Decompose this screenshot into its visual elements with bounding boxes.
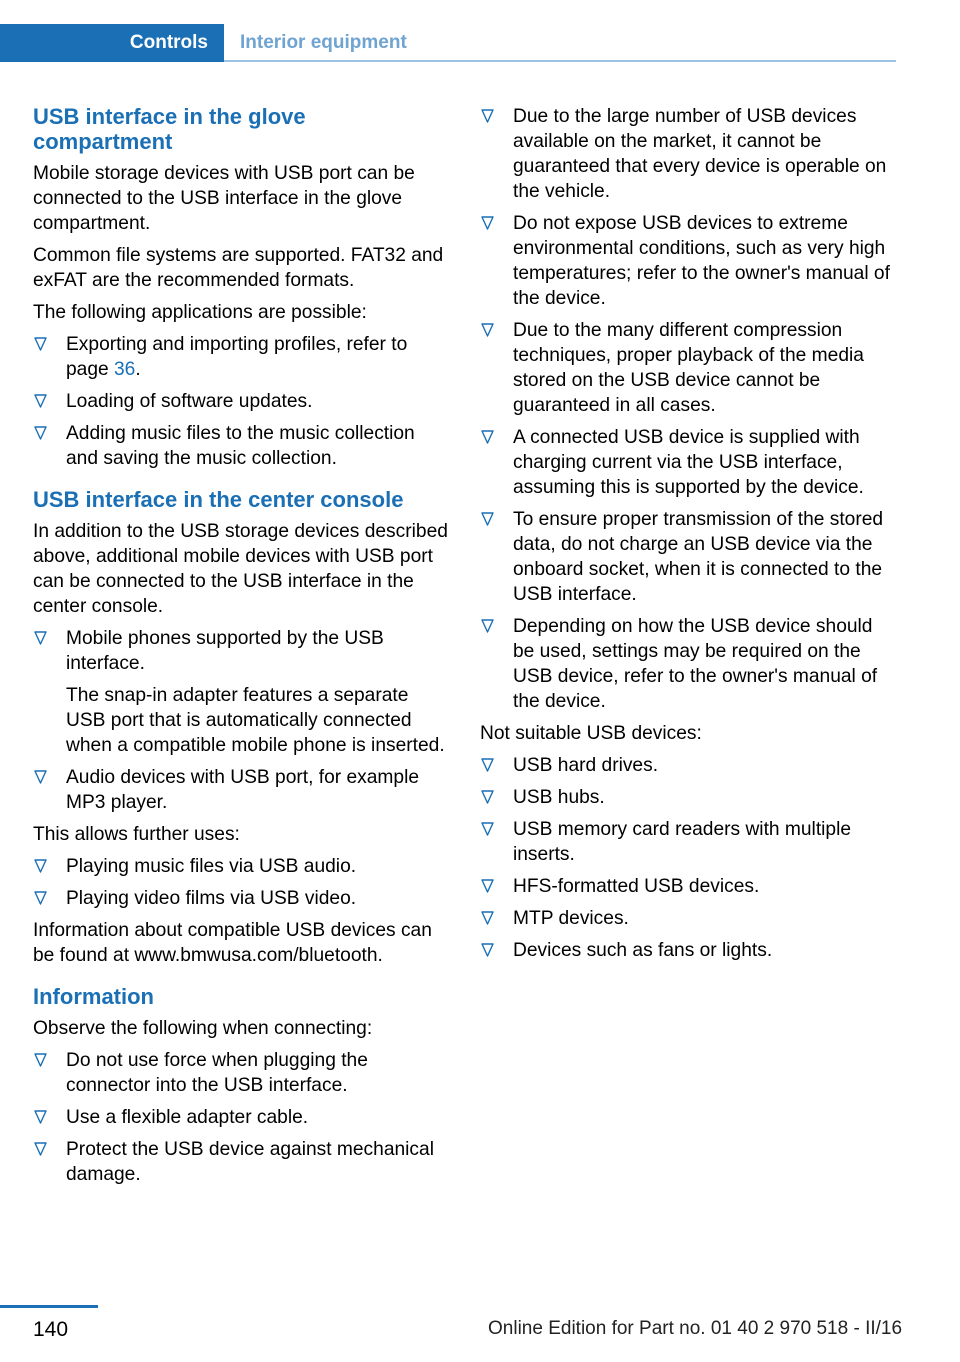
list-item-text: USB hard drives. <box>513 755 659 776</box>
bullet-triangle-icon <box>34 770 47 784</box>
list-item-text: Due to the large number of USB devices available on the market, it cannot be guaranteed that every device is operable on the vehicle. <box>513 106 887 202</box>
list-item-text: Depending on how the USB device should be used, settings may be required on the USB device, refer to the owner's manual of the device. <box>513 616 878 712</box>
bullet-triangle-icon <box>34 891 47 905</box>
list-item-text: To ensure proper transmission of the stored data, do not charge an USB device via the onboard socket, when it is connected to the USB interface. <box>513 509 884 605</box>
bullet-triangle-icon <box>34 859 47 873</box>
bullet-triangle-icon <box>34 337 47 351</box>
list-item <box>480 874 898 899</box>
list-item <box>33 389 451 414</box>
list-item <box>480 211 898 311</box>
paragraph: The following applications are possible: <box>33 302 367 323</box>
bullet-triangle-icon <box>481 109 494 123</box>
list-item-text: Adding music files to the music collection and saving the music collection. <box>66 423 415 469</box>
list-item <box>480 817 898 867</box>
list-item-text: MTP devices. <box>513 908 629 929</box>
list-item-text: Playing music files via USB audio. <box>66 856 357 877</box>
bullet-list <box>33 626 451 815</box>
section-title-center-console-usb: USB interface in the center console <box>33 487 404 512</box>
list-item-text: Audio devices with USB port, for example MP3 player. <box>66 767 420 813</box>
bullet-triangle-icon <box>481 512 494 526</box>
left-column <box>33 104 451 1194</box>
list-item <box>480 425 898 500</box>
bullet-triangle-icon <box>481 879 494 893</box>
list-item <box>33 886 451 911</box>
bullet-triangle-icon <box>481 323 494 337</box>
list-item-text: Exporting and importing profiles, refer to page <box>66 334 408 380</box>
bullet-triangle-icon <box>481 758 494 772</box>
bullet-triangle-icon <box>481 822 494 836</box>
punctuation: . <box>135 359 141 380</box>
bullet-triangle-icon <box>34 426 47 440</box>
paragraph: Mobile storage devices with USB port can be connected to the USB interface in the glove compartment. <box>33 163 415 234</box>
paragraph: Not suitable USB devices: <box>480 723 702 744</box>
page-reference-link[interactable]: 36 <box>114 359 136 380</box>
header-divider <box>224 60 896 62</box>
list-item <box>33 765 451 815</box>
bullet-triangle-icon <box>481 430 494 444</box>
list-item <box>480 906 898 931</box>
list-item-text: Use a flexible adapter cable. <box>66 1107 309 1128</box>
list-item-subparagraph: The snap-in adapter features a separate USB port that is automatically connected when a compatible mobile phone is inserted. <box>66 685 445 756</box>
bullet-list <box>33 1048 451 1187</box>
list-item-text: Do not expose USB devices to extreme environmental conditions, such as very high temperatures; refer to the owner's manual of the device. <box>513 213 890 309</box>
bullet-triangle-icon <box>34 1053 47 1067</box>
paragraph: This allows further uses: <box>33 824 240 845</box>
bullet-triangle-icon <box>34 631 47 645</box>
bullet-triangle-icon <box>34 1142 47 1156</box>
list-item <box>33 1137 451 1187</box>
list-item <box>480 785 898 810</box>
list-item-text: Loading of software updates. <box>66 391 313 412</box>
list-item-text: USB hubs. <box>513 787 605 808</box>
list-item-text: USB memory card readers with multiple inserts. <box>513 819 852 865</box>
list-item <box>480 614 898 714</box>
footer-rule <box>0 1305 98 1308</box>
bullet-triangle-icon <box>481 790 494 804</box>
list-item-text: HFS-formatted USB devices. <box>513 876 760 897</box>
bullet-triangle-icon <box>34 394 47 408</box>
tab-interior-equipment[interactable]: Interior equipment <box>240 32 407 53</box>
list-item <box>480 753 898 778</box>
list-item-text: Playing video films via USB video. <box>66 888 357 909</box>
list-item <box>480 318 898 418</box>
bullet-triangle-icon <box>481 911 494 925</box>
list-item-text: Mobile phones supported by the USB interface. <box>66 628 384 674</box>
right-column <box>480 104 898 970</box>
list-item-text: Devices such as fans or lights. <box>513 940 773 961</box>
bullet-triangle-icon <box>481 216 494 230</box>
bullet-triangle-icon <box>481 943 494 957</box>
list-item <box>33 626 451 758</box>
list-item <box>480 104 898 204</box>
list-item-text: Due to the many different compression techniques, proper playback of the media stored on the USB device cannot be guaranteed in all cases. <box>513 320 864 416</box>
bullet-list <box>480 104 898 714</box>
paragraph: In addition to the USB storage devices described above, additional mobile devices with USB port can be connected to the USB interface in the center console. <box>33 521 448 617</box>
list-item <box>480 938 898 963</box>
list-item-text: Protect the USB device against mechanical damage. <box>66 1139 434 1185</box>
header-tabbar <box>0 24 896 62</box>
bullet-list <box>480 753 898 963</box>
edition-text: Online Edition for Part no. 01 40 2 970 518 - II/16 <box>488 1318 903 1339</box>
bullet-list <box>33 332 451 471</box>
bullet-triangle-icon <box>34 1110 47 1124</box>
list-item <box>33 1048 451 1098</box>
bullet-triangle-icon <box>481 619 494 633</box>
list-item-text: Do not use force when plugging the connector into the USB interface. <box>66 1050 368 1096</box>
list-item <box>33 854 451 879</box>
tab-controls[interactable]: Controls <box>0 24 224 62</box>
list-item <box>33 421 451 471</box>
list-item <box>33 332 451 382</box>
bullet-list <box>33 854 451 911</box>
list-item-text: A connected USB device is supplied with charging current via the USB interface, assuming this is supported by the device. <box>513 427 864 498</box>
paragraph: Observe the following when connecting: <box>33 1018 373 1039</box>
paragraph: Information about compatible USB devices can be found at www.bmwusa.com/bluetooth. <box>33 920 432 966</box>
paragraph: Common file systems are supported. FAT32 and exFAT are the recommended formats. <box>33 245 444 291</box>
page-number: 140 <box>33 1318 69 1341</box>
section-title-glove-usb: USB interface in the glove compartment <box>33 104 306 154</box>
list-item <box>480 507 898 607</box>
section-title-information: Information <box>33 984 154 1009</box>
list-item <box>33 1105 451 1130</box>
